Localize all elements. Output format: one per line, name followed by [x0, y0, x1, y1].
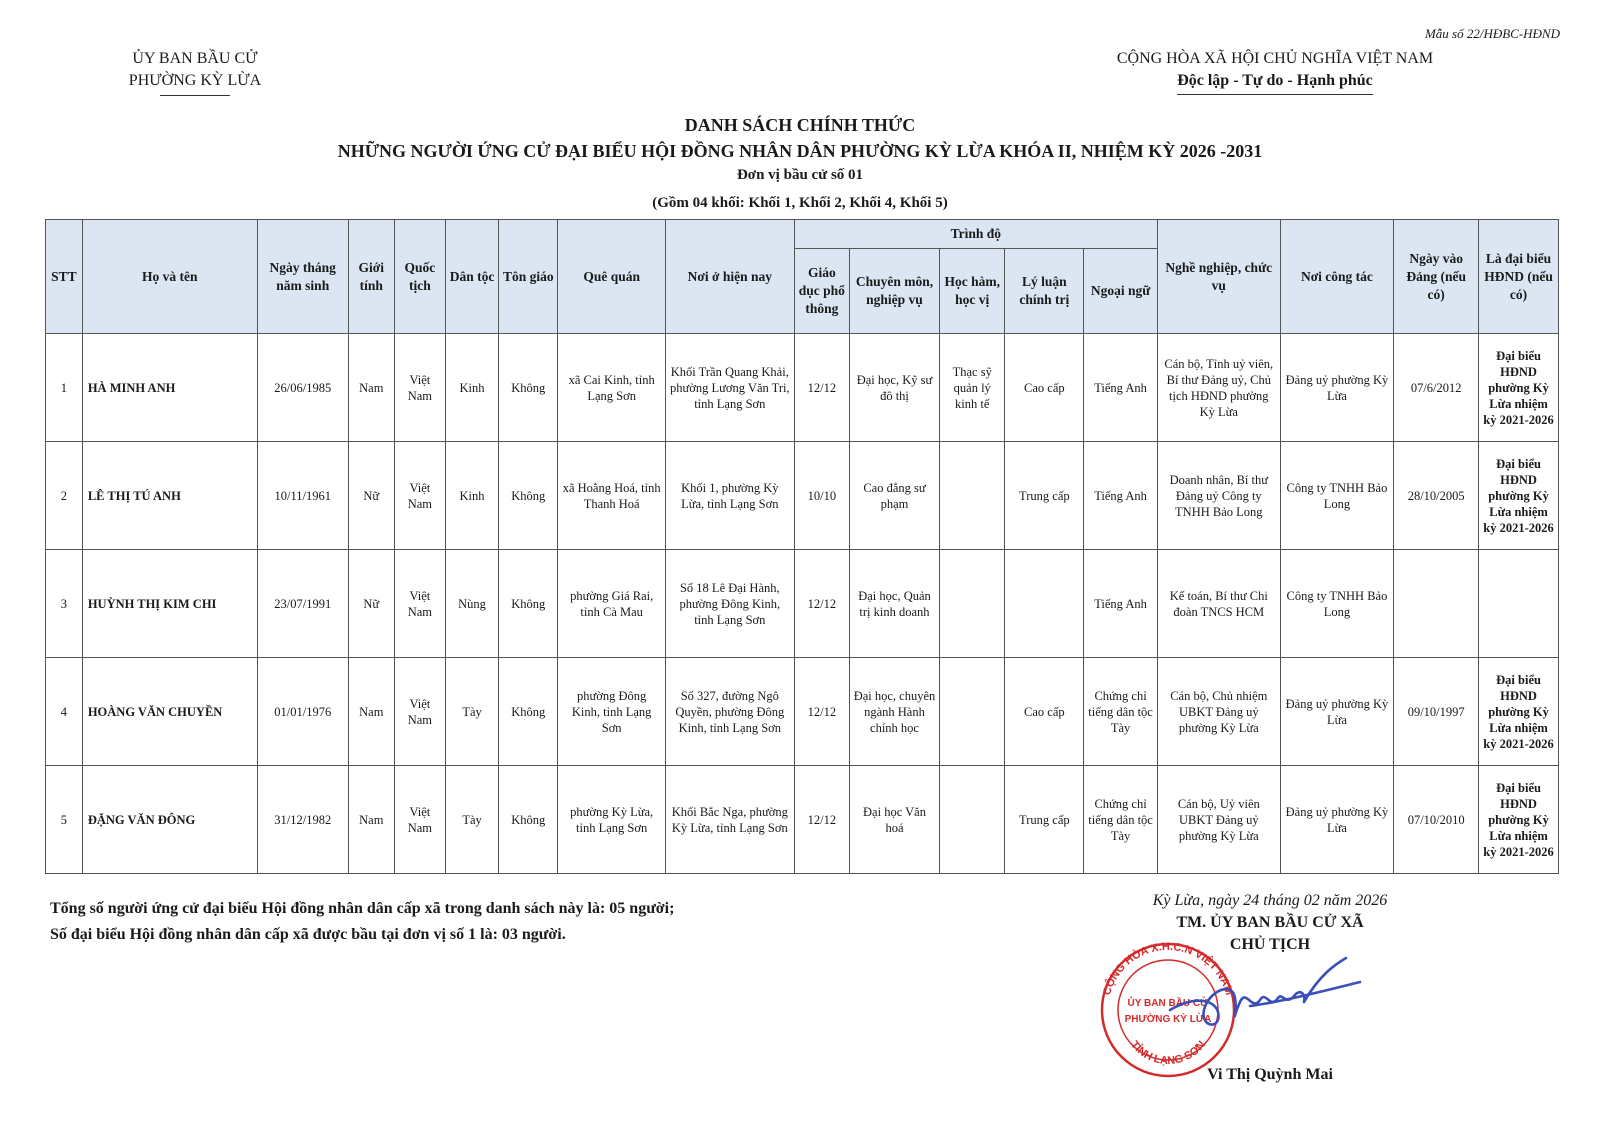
signing-org: TM. ỦY BAN BẦU CỬ XÃ [1176, 914, 1364, 931]
cell-ethnicity: Tày [445, 766, 498, 874]
cell-party-date: 09/10/1997 [1394, 658, 1479, 766]
cell-general-edu: 12/12 [794, 658, 849, 766]
authority-line-2: PHƯỜNG KỲ LỪA [128, 72, 262, 89]
candidate-table [45, 219, 1559, 874]
cell-hometown: xã Cai Kinh, tỉnh Lạng Sơn [558, 334, 665, 442]
cell-nationality: Việt Nam [394, 442, 445, 550]
header-name: Họ và tên [82, 220, 257, 334]
cell-specialty: Đại học, Kỹ sư đô thị [849, 334, 939, 442]
header-dob: Ngày tháng năm sinh [257, 220, 348, 334]
seal-and-signature [1100, 940, 1400, 1080]
seal-bottom-text: TỈNH LẠNG SƠN [1128, 1038, 1208, 1068]
cell-occupation: Doanh nhân, Bí thư Đảng uỷ Công ty TNHH Bảo Long [1157, 442, 1280, 550]
cell-delegate: Đại biểu HĐND phường Kỳ Lừa nhiệm kỳ 2021-2026 [1479, 334, 1559, 442]
cell-residence: Khối 1, phường Kỳ Lừa, tỉnh Lạng Sơn [665, 442, 794, 550]
table-row [46, 550, 1559, 658]
cell-general-edu: 12/12 [794, 550, 849, 658]
cell-name: LÊ THỊ TÚ ANH [82, 442, 257, 550]
signer-role: CHỦ TỊCH [1229, 936, 1311, 953]
place-date: Kỳ Lừa, ngày 24 tháng 02 năm 2026 [1152, 892, 1388, 909]
cell-nationality: Việt Nam [394, 550, 445, 658]
cell-specialty: Đại học, Quản trị kinh doanh [849, 550, 939, 658]
cell-political [1005, 550, 1084, 658]
cell-dob: 31/12/1982 [257, 766, 348, 874]
cell-delegate: Đại biểu HĐND phường Kỳ Lừa nhiệm kỳ 2021-2026 [1479, 766, 1559, 874]
cell-academic [940, 658, 1005, 766]
header-nationality: Quốc tịch [394, 220, 445, 334]
cell-residence: Khối Trần Quang Khải, phường Lương Văn Tri, tỉnh Lạng Sơn [665, 334, 794, 442]
header-political: Lý luận chính trị [1005, 249, 1084, 334]
cell-academic [940, 442, 1005, 550]
cell-hometown: phường Đông Kinh, tỉnh Lạng Sơn [558, 658, 665, 766]
cell-workplace: Đảng uỷ phường Kỳ Lừa [1280, 766, 1394, 874]
cell-nationality: Việt Nam [394, 334, 445, 442]
cell-dob: 10/11/1961 [257, 442, 348, 550]
cell-specialty: Cao đẳng sư phạm [849, 442, 939, 550]
cell-language: Chứng chỉ tiếng dân tộc Tày [1084, 658, 1158, 766]
cell-political: Cao cấp [1005, 334, 1084, 442]
cell-stt: 1 [46, 334, 83, 442]
header-general-edu: Giáo dục phổ thông [794, 249, 849, 334]
header-ethnicity: Dân tộc [445, 220, 498, 334]
cell-political: Cao cấp [1005, 658, 1084, 766]
header-sex: Giới tính [348, 220, 394, 334]
cell-workplace: Đảng uỷ phường Kỳ Lừa [1280, 658, 1394, 766]
cell-academic: Thạc sỹ quản lý kinh tế [940, 334, 1005, 442]
cell-general-edu: 10/10 [794, 442, 849, 550]
cell-hometown: phường Giá Rai, tỉnh Cà Mau [558, 550, 665, 658]
cell-religion: Không [499, 550, 558, 658]
cell-name: HUỲNH THỊ KIM CHI [82, 550, 257, 658]
cell-religion: Không [499, 442, 558, 550]
issuing-authority [110, 48, 280, 96]
header-party-date: Ngày vào Đảng (nếu có) [1394, 220, 1479, 334]
cell-dob: 01/01/1976 [257, 658, 348, 766]
national-motto: Độc lập - Tự do - Hạnh phúc [1177, 72, 1373, 89]
cell-sex: Nam [348, 334, 394, 442]
cell-workplace: Công ty TNHH Bảo Long [1280, 550, 1394, 658]
cell-specialty: Đại học, chuyên ngành Hành chính học [849, 658, 939, 766]
cell-residence: Khối Bắc Nga, phường Kỳ Lừa, tỉnh Lạng Sơn [665, 766, 794, 874]
cell-academic [940, 766, 1005, 874]
cell-religion: Không [499, 334, 558, 442]
cell-delegate: Đại biểu HĐND phường Kỳ Lừa nhiệm kỳ 2021-2026 [1479, 658, 1559, 766]
cell-stt: 3 [46, 550, 83, 658]
cell-sex: Nữ [348, 442, 394, 550]
cell-sex: Nữ [348, 550, 394, 658]
cell-specialty: Đại học Văn hoá [849, 766, 939, 874]
national-header [1090, 48, 1460, 95]
official-seal-icon [1100, 940, 1400, 1080]
table-row [46, 334, 1559, 442]
cell-language: Chứng chỉ tiếng dân tộc Tày [1084, 766, 1158, 874]
cell-name: ĐẶNG VĂN ĐÔNG [82, 766, 257, 874]
table-row [46, 658, 1559, 766]
header-workplace: Nơi công tác [1280, 220, 1394, 334]
summary-elected-seats: Số đại biểu Hội đồng nhân dân cấp xã được bầu tại đơn vị số 1 là: 03 người. [50, 926, 566, 943]
cell-dob: 23/07/1991 [257, 550, 348, 658]
nation-name: CỘNG HÒA XÃ HỘI CHỦ NGHĨA VIỆT NAM [1116, 50, 1434, 67]
cell-language: Tiếng Anh [1084, 550, 1158, 658]
header-language: Ngoại ngữ [1084, 249, 1158, 334]
cell-political: Trung cấp [1005, 442, 1084, 550]
document-subtitle: NHỮNG NGƯỜI ỨNG CỬ ĐẠI BIỂU HỘI ĐỒNG NHÂN DÂN PHƯỜNG KỲ LỪA KHÓA II, NHIỆM KỲ 2026 -2031 [337, 141, 1263, 161]
authority-line-1: ỦY BAN BẦU CỬ [132, 50, 258, 67]
cell-dob: 26/06/1985 [257, 334, 348, 442]
summary [50, 896, 674, 948]
cell-party-date: 28/10/2005 [1394, 442, 1479, 550]
document-title: DANH SÁCH CHÍNH THỨC [684, 115, 916, 135]
seal-center-text-1: ỦY BAN BẦU CỬ [1127, 998, 1209, 1009]
cell-occupation: Cán bộ, Uỷ viên UBKT Đảng uỷ phường Kỳ Lừa [1157, 766, 1280, 874]
cell-religion: Không [499, 766, 558, 874]
cell-occupation: Cán bộ, Chủ nhiệm UBKT Đảng uỷ phường Kỳ Lừa [1157, 658, 1280, 766]
signer-name: Vi Thị Quỳnh Mai [1207, 1066, 1333, 1083]
cell-workplace: Đảng uỷ phường Kỳ Lừa [1280, 334, 1394, 442]
cell-language: Tiếng Anh [1084, 442, 1158, 550]
cell-academic [940, 550, 1005, 658]
header-stt: STT [46, 220, 83, 334]
cell-hometown: phường Kỳ Lừa, tỉnh Lạng Sơn [558, 766, 665, 874]
cell-name: HÀ MINH ANH [82, 334, 257, 442]
cell-delegate: Đại biểu HĐND phường Kỳ Lừa nhiệm kỳ 2021-2026 [1479, 442, 1559, 550]
document-titles [0, 112, 1600, 214]
header-delegate: Là đại biểu HĐND (nếu có) [1479, 220, 1559, 334]
cell-ethnicity: Tày [445, 658, 498, 766]
underline [1177, 94, 1373, 95]
cell-ethnicity: Kinh [445, 442, 498, 550]
cell-stt: 4 [46, 658, 83, 766]
cell-ethnicity: Kinh [445, 334, 498, 442]
cell-sex: Nam [348, 658, 394, 766]
unit-blocks: (Gồm 04 khối: Khối 1, Khối 2, Khối 4, Khối 5) [652, 195, 948, 211]
header-education-group: Trình độ [794, 220, 1157, 249]
seal-center-text-2: PHƯỜNG KỲ LỪA [1124, 1014, 1212, 1025]
cell-political: Trung cấp [1005, 766, 1084, 874]
cell-general-edu: 12/12 [794, 766, 849, 874]
header-occupation: Nghề nghiệp, chức vụ [1157, 220, 1280, 334]
cell-religion: Không [499, 658, 558, 766]
form-code: Mẫu số 22/HĐBC-HĐND [1424, 26, 1560, 41]
cell-workplace: Công ty TNHH Bảo Long [1280, 442, 1394, 550]
header-religion: Tôn giáo [499, 220, 558, 334]
cell-ethnicity: Nùng [445, 550, 498, 658]
seal-outer-text: CỘNG HÒA X.H.C.N VIỆT NAM [1101, 940, 1235, 997]
underline [160, 95, 230, 96]
cell-general-edu: 12/12 [794, 334, 849, 442]
cell-residence: Số 327, đường Ngô Quyền, phường Đông Kinh, tỉnh Lạng Sơn [665, 658, 794, 766]
header-residence: Nơi ở hiện nay [665, 220, 794, 334]
cell-residence: Số 18 Lê Đại Hành, phường Đông Kinh, tỉnh Lạng Sơn [665, 550, 794, 658]
table-row [46, 442, 1559, 550]
header-specialty: Chuyên môn, nghiệp vụ [849, 249, 939, 334]
cell-hometown: xã Hoằng Hoá, tỉnh Thanh Hoá [558, 442, 665, 550]
cell-party-date: 07/6/2012 [1394, 334, 1479, 442]
cell-sex: Nam [348, 766, 394, 874]
summary-total-candidates: Tổng số người ứng cử đại biểu Hội đồng nhân dân cấp xã trong danh sách này là: 05 người; [50, 900, 675, 917]
table-row [46, 766, 1559, 874]
cell-delegate [1479, 550, 1559, 658]
cell-nationality: Việt Nam [394, 658, 445, 766]
cell-stt: 5 [46, 766, 83, 874]
cell-party-date: 07/10/2010 [1394, 766, 1479, 874]
cell-occupation: Cán bộ, Tỉnh uỷ viên, Bí thư Đảng uỷ, Chủ tịch HĐND phường Kỳ Lừa [1157, 334, 1280, 442]
cell-language: Tiếng Anh [1084, 334, 1158, 442]
header-academic: Học hàm, học vị [940, 249, 1005, 334]
cell-name: HOÀNG VĂN CHUYỀN [82, 658, 257, 766]
cell-nationality: Việt Nam [394, 766, 445, 874]
cell-occupation: Kế toán, Bí thư Chi đoàn TNCS HCM [1157, 550, 1280, 658]
cell-party-date [1394, 550, 1479, 658]
cell-stt: 2 [46, 442, 83, 550]
header-hometown: Quê quán [558, 220, 665, 334]
electoral-unit: Đơn vị bầu cử số 01 [736, 167, 864, 183]
